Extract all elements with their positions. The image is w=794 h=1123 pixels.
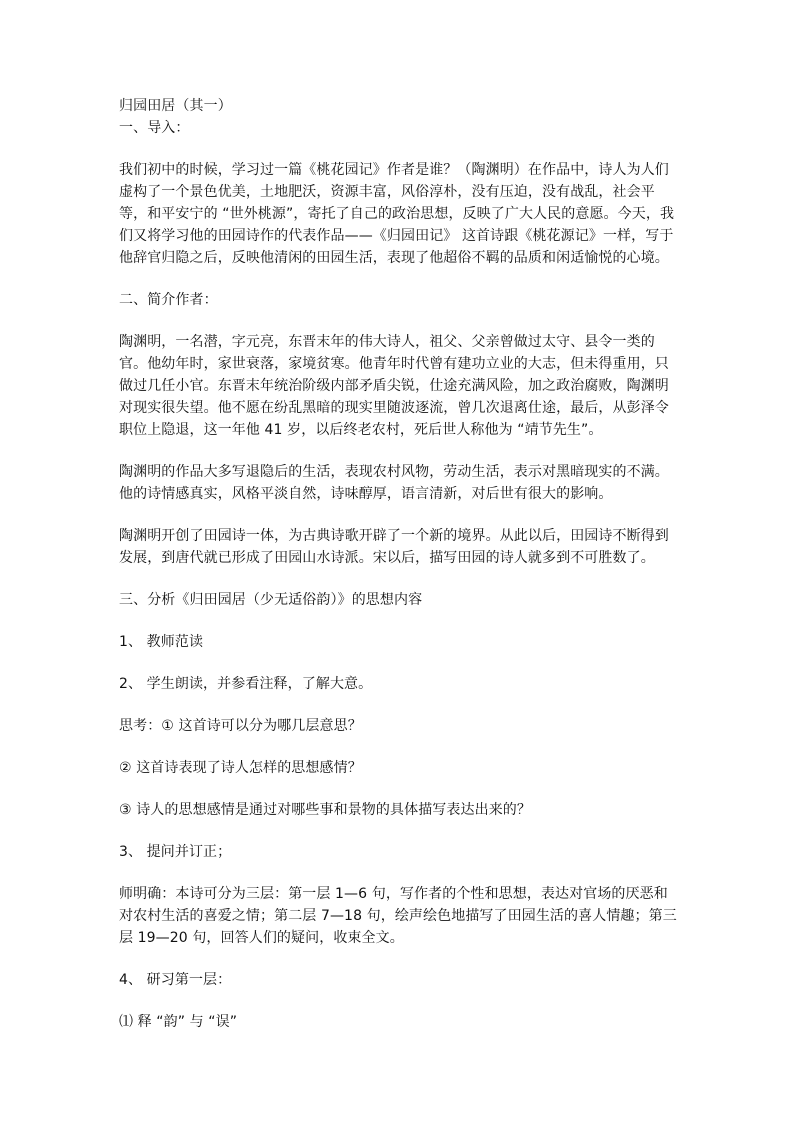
author-paragraph-3: 陶渊明开创了田园诗一体，为古典诗歌开辟了一个新的境界。从此以后，田园诗不断得到发展，到唐代就已形成了田园山水诗派。宋以后，描写田园的诗人就多到不可胜数了。 [119, 528, 669, 566]
teacher-clarification: 师明确：本诗可分为三层：第一层 1—6 句，写作者的个性和思想，表达对官场的厌恶和对农村生活的喜爱之情；第二层 7—18 句，绘声绘色地描写了田园生活的喜人情趣；第三层 19—20 句，回答人们的疑问，收束全文。 [119, 886, 677, 946]
list-item-3: 3、 提问并订正； [119, 844, 232, 860]
think-question-1: 思考：① 这首诗可以分为哪几层意思？ [119, 718, 362, 734]
list-item-2: 2、 学生朗读，并参看注释，了解大意。 [119, 676, 373, 692]
spacer [119, 695, 679, 715]
think-question-3: ③ 诗人的思想感情是通过对哪些事和景物的具体描写表达出来的？ [119, 802, 531, 818]
section-heading-analysis: 三、分析《归田园居（少无适俗韵）》的思想内容 [119, 592, 423, 608]
spacer [119, 611, 679, 631]
sub-item-1: ⑴ 释 “韵” 与 “误” [119, 1014, 238, 1030]
list-item-4: 4、 研习第一层： [119, 972, 232, 988]
spacer [119, 311, 679, 331]
section-heading-intro: 一、导入： [119, 120, 190, 136]
author-paragraph-2: 陶渊明的作品大多写退隐后的生活，表现农村风物，劳动生活，表示对黑暗现实的不满。他的诗情感真实，风格平淡自然，诗味醇厚，语言清新，对后世有很大的影响。 [119, 464, 669, 502]
think-question-2: ② 这首诗表现了诗人怎样的思想感情？ [119, 760, 362, 776]
spacer [119, 863, 679, 883]
spacer [119, 441, 679, 461]
section-heading-author: 二、简介作者： [119, 292, 218, 308]
spacer [119, 779, 679, 799]
list-item-1: 1、 教师范读 [119, 634, 204, 650]
spacer [119, 505, 679, 525]
document-title: 归园田居（其一） [119, 98, 232, 114]
author-paragraph-1: 陶渊明，一名潜，字元亮，东晋末年的伟大诗人，祖父、父亲曾做过太守、县令一类的官。他幼年时，家世衰落，家境贫寒。他青年时代曾有建功立业的大志，但未得重用，只做过几任小官。东晋末年统治阶级内部矛盾尖锐，仕途充满风险，加之政治腐败，陶渊明对现实很失望。他不愿在纷乱黑暗的现实里随波逐流，曾几次退离仕途，最后，从彭泽令职位上隐退，这一年他 41 岁，以后终老农村，死后世人称他为 “靖节先生”。 [119, 334, 669, 438]
intro-paragraph: 我们初中的时候，学习过一篇《桃花园记》作者是谁？（陶渊明）在作品中，诗人为人们虚构了一个景色优美，土地肥沃，资源丰富，风俗淳朴，没有压迫，没有战乱，社会平等，和平安宁的 “世外桃源”，寄托了自己的政治思想，反映了广大人民的意愿。今天，我们又将学习他的田园诗作的代表作品——《归园田记》 这首诗跟《桃花源记》一样，写于他辞官归隐之后，反映他清闲的田园生活，表现了他超俗不羁的品质和闲适愉悦的心境。 [119, 162, 675, 266]
spacer [119, 569, 679, 589]
spacer [119, 821, 679, 841]
spacer [119, 139, 679, 159]
spacer [119, 269, 679, 289]
spacer [119, 737, 679, 757]
document-page [119, 95, 679, 1033]
spacer [119, 991, 679, 1011]
spacer [119, 949, 679, 969]
spacer [119, 653, 679, 673]
